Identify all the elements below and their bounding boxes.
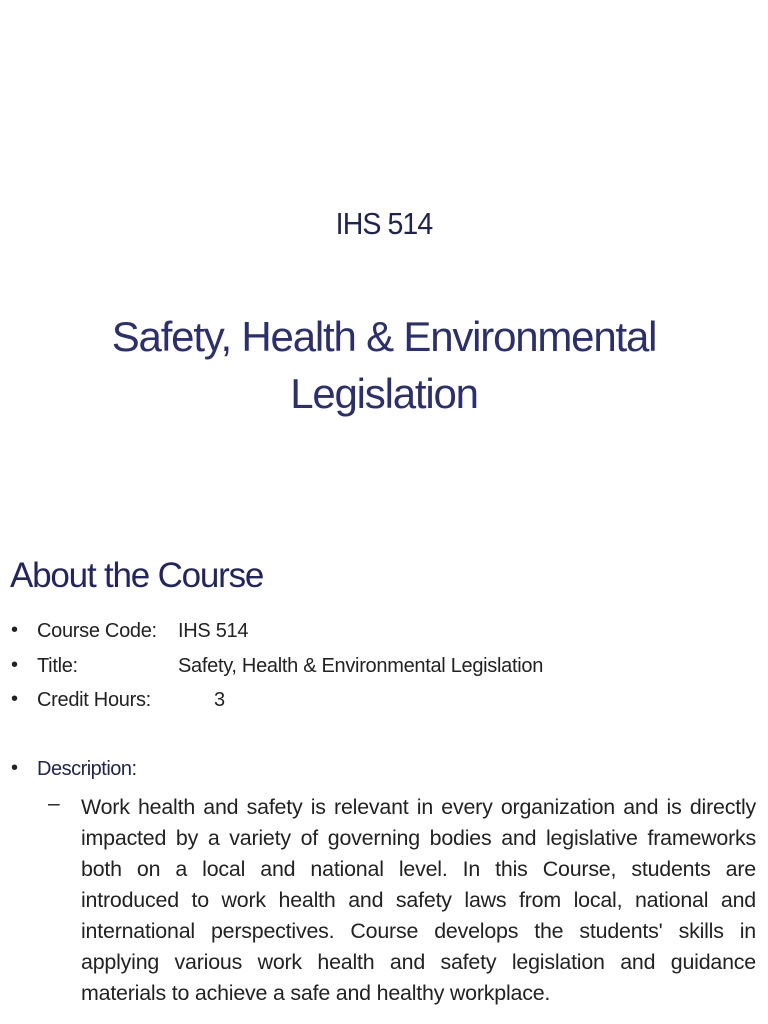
course-code-item bbox=[0, 620, 768, 655]
course-code-label: Course Code: bbox=[37, 620, 157, 642]
credit-hours-label: Credit Hours: bbox=[37, 689, 151, 711]
description-item bbox=[0, 758, 768, 790]
dash-bullet-icon: – bbox=[48, 792, 60, 815]
title-value: Safety, Health & Environmental Legislation bbox=[178, 654, 544, 677]
bullet-icon: • bbox=[11, 688, 18, 710]
course-code-heading: IHS 514 bbox=[335, 206, 433, 241]
credit-hours-value: 3 bbox=[214, 689, 225, 711]
about-slide bbox=[0, 520, 768, 1024]
title-item bbox=[0, 655, 768, 690]
description-label: Description: bbox=[37, 758, 137, 780]
title-label: Title: bbox=[37, 654, 78, 677]
bullet-icon: • bbox=[11, 653, 18, 676]
course-code-value: IHS 514 bbox=[178, 620, 249, 642]
about-heading: About the Course bbox=[10, 556, 264, 595]
course-title-heading: Safety, Health & Environmental Legislation bbox=[111, 313, 657, 417]
bullet-icon: • bbox=[11, 619, 18, 641]
course-info-list bbox=[0, 620, 768, 724]
description-block bbox=[0, 757, 768, 1005]
bullet-icon: • bbox=[11, 757, 18, 779]
description-text: Work health and safety is relevant in every organization and is directly impacted by a variety of governing bodies and legislative frameworks both on a local and national level. In this Course, students are introduced to work health and safety laws from local, national and international perspectives. Course develops the students' skills in applying various work health and safety legislation and guidance materials to achieve a safe and healthy workplace. bbox=[81, 795, 756, 1005]
credit-hours-item bbox=[0, 689, 768, 724]
